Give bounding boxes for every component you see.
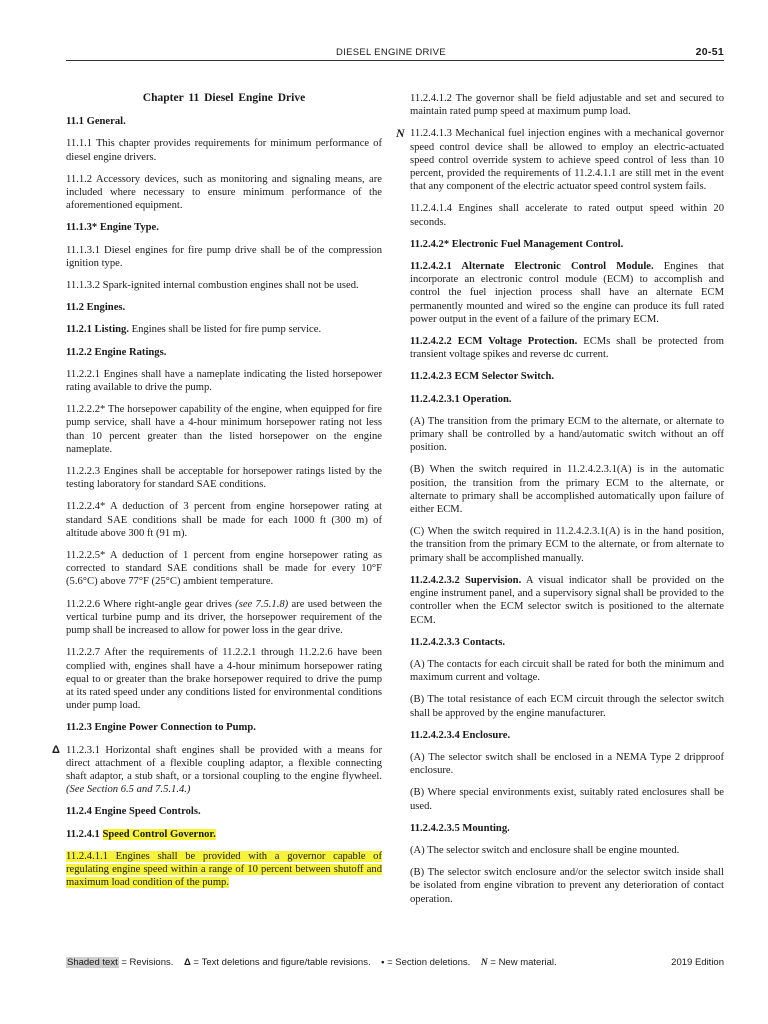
paragraph-text: 11.2.4.1.3 Mechanical fuel injection engines with a mechanical governor speed control device shall be allowed to employ an electric-actuated speed control override system to achieve speed control of less than 10 percent, provided the requirements of 11.2.4.1.1 are still met in the event that any component of the electric actuator speed control system fails. bbox=[410, 128, 724, 193]
section-heading: 11.2 Engines. bbox=[66, 302, 126, 314]
paragraph bbox=[396, 126, 724, 193]
new-material-legend-icon: N bbox=[480, 958, 488, 968]
paragraph: 11.2.2.4* A deduction of 3 percent from engine horsepower rating at standard SAE conditions shall be made for each 1000 ft (300 m) of altitude above 300 ft (91 m). bbox=[66, 501, 382, 539]
paragraph: 11.2.2.1 Engines shall have a nameplate indicating the listed horsepower rating available to drive the pump. bbox=[66, 368, 382, 394]
paragraph: 11.1.3.2 Spark-ignited internal combustion engines shall not be used. bbox=[66, 280, 359, 292]
section-heading: 11.1 General. bbox=[66, 116, 126, 128]
legend-text: = Section deletions. bbox=[384, 957, 471, 968]
paragraph: (A) The contacts for each circuit shall be rated for both the minimum and maximum current and voltage. bbox=[410, 658, 724, 684]
paragraph: (A) The selector switch and enclosure shall be engine mounted. bbox=[410, 844, 680, 856]
paragraph: 11.2.4.1.2 The governor shall be field adjustable and set and secured to maintain rated pump speed at maximum pump load. bbox=[410, 93, 724, 118]
revision-legend bbox=[66, 957, 557, 968]
new-material-icon: N bbox=[396, 126, 405, 141]
paragraph bbox=[410, 574, 724, 627]
section-heading: 11.2.3 Engine Power Connection to Pump. bbox=[66, 722, 256, 734]
section-heading: 11.2.4.2.3.4 Enclosure. bbox=[410, 729, 511, 741]
section-heading: 11.1.3* Engine Type. bbox=[66, 222, 159, 234]
legend-text: = Text deletions and figure/table revisions. bbox=[190, 957, 371, 968]
paragraph-text: Engines that incorporate an electronic control module (ECM) to accomplish and control the fuel injection process shall have an alternate ECM permanently mounted and wired so the engine can produce its full rated power output in the event of a failure of the primary ECM. bbox=[410, 261, 724, 325]
paragraph-text: 11.2.3.1 Horizontal shaft engines shall be provided with a means for direct attachment of a flexible coupling adaptor, a flexible connecting shaft adaptor, a stub shaft, or a torsional coupling to the engine flywheel. bbox=[66, 744, 382, 782]
section-heading: 11.2.4.2.3 ECM Selector Switch. bbox=[410, 371, 554, 383]
paragraph bbox=[66, 828, 382, 841]
paragraph: 11.1.2 Accessory devices, such as monitoring and signaling means, are included where necessary to ensure minimum performance of the aforementioned equipment. bbox=[66, 173, 382, 212]
paragraph: 11.2.2.3 Engines shall be acceptable for horsepower ratings listed by the testing laboratory for standard SAE conditions. bbox=[66, 466, 382, 491]
highlighted-heading: Speed Control Governor. bbox=[102, 828, 216, 840]
section-heading: 11.2.4.2.3.1 Operation. bbox=[410, 393, 512, 405]
paragraph bbox=[410, 335, 724, 361]
paragraph bbox=[66, 323, 382, 336]
paragraph: (C) When the switch required in 11.2.4.2.3.1(A) is in the hand position, the transition from the primary ECM to the alternate, or from alternate to primary shall be accomplished manually. bbox=[410, 526, 724, 564]
section-heading: 11.2.4.2.3.3 Contacts. bbox=[410, 636, 506, 648]
paragraph: 11.2.2.5* A deduction of 1 percent from engine horsepower rating as corrected to standard SAE conditions shall be made for every 10°F (5.6°C) above 77°F (25°C) ambient temperature. bbox=[66, 550, 382, 588]
inline-heading: 11.2.4.2.1 Alternate Electronic Control Module. bbox=[410, 261, 654, 273]
cross-reference: (See Section 6.5 and 7.5.1.4.) bbox=[66, 784, 191, 796]
paragraph bbox=[66, 850, 382, 890]
paragraph: (B) The selector switch enclosure and/or the selector switch inside shall be isolated from engine vibration to prevent any deterioration of contact operation. bbox=[410, 867, 724, 905]
page-header bbox=[66, 44, 724, 61]
paragraph: 11.2.4.1.4 Engines shall accelerate to rated output speed within 20 seconds. bbox=[410, 203, 724, 228]
legend-text: = New material. bbox=[487, 957, 557, 968]
left-column bbox=[52, 92, 382, 898]
paragraph-text: Engines shall be listed for fire pump service. bbox=[129, 324, 322, 336]
delta-revision-icon: Δ bbox=[52, 743, 60, 756]
paragraph: (B) The total resistance of each ECM circuit through the selector switch shall be approved by the engine manufacturer. bbox=[410, 694, 724, 719]
paragraph: 11.2.2.7 After the requirements of 11.2.2.1 through 11.2.2.6 have been complied with, engines shall have a 4-hour minimum horsepower rating equal to or greater than the brake horsepower required to drive the pump at its rated speed under any conditions listed for environmental conditions under pump load. bbox=[66, 647, 382, 712]
paragraph: 11.1.1 This chapter provides requirements for minimum performance of diesel engine drivers. bbox=[66, 138, 382, 163]
legend-text: = Revisions. bbox=[118, 957, 174, 968]
inline-heading: 11.2.4.2.2 ECM Voltage Protection. bbox=[410, 336, 578, 348]
paragraph-text: A visual indicator shall be provided on the engine instrument panel, and a supervisory signal shall be provided to the controller when the ECM selector switch is positioned to the alternate ECM. bbox=[410, 574, 725, 626]
paragraph-text: ECMs shall be protected from transient voltage spikes and reverse dc current. bbox=[410, 336, 724, 361]
page-number: 20-51 bbox=[695, 46, 724, 58]
paragraph: (B) When the switch required in 11.2.4.2.3.1(A) is in the automatic position, the transition from the primary ECM to the alternate, or alternate to primary shall be accomplished automatically upon failure of either ECM. bbox=[410, 464, 724, 516]
paragraph bbox=[66, 598, 382, 638]
chapter-title: Chapter 11 Diesel Engine Drive bbox=[142, 92, 306, 104]
cross-reference: (see 7.5.1.8) bbox=[235, 598, 289, 610]
section-heading: 11.2.4.2* Electronic Fuel Management Control. bbox=[410, 238, 624, 250]
section-heading: 11.2.2 Engine Ratings. bbox=[66, 346, 167, 358]
section-heading: 11.2.4.2.3.5 Mounting. bbox=[410, 822, 510, 834]
bullet-icon: • bbox=[381, 957, 385, 968]
paragraph-text: 11.2.2.6 Where right-angle gear drives bbox=[66, 598, 236, 610]
inline-heading: 11.2.1 Listing. bbox=[66, 324, 129, 336]
page-footer bbox=[66, 957, 724, 971]
paragraph-text: are used between the vertical turbine pump and its driver, the horsepower requirement of the pump shall be increased to allow for power loss in the gear drive. bbox=[66, 598, 382, 637]
paragraph: (B) Where special environments exist, suitably rated enclosures shall be used. bbox=[410, 787, 724, 812]
shaded-text-sample: Shaded text bbox=[67, 957, 118, 968]
paragraph: 11.2.2.2* The horsepower capability of the engine, when equipped for fire pump service, shall have a 4-hour minimum horsepower rating not less than 10 percent greater than the listed horsepower on the engine nameplate. bbox=[66, 404, 382, 455]
section-heading: 11.2.4 Engine Speed Controls. bbox=[66, 806, 201, 818]
section-number: 11.2.4.1 bbox=[66, 828, 103, 840]
paragraph: 11.1.3.1 Diesel engines for fire pump drive shall be of the compression ignition type. bbox=[66, 244, 382, 269]
paragraph bbox=[410, 260, 724, 326]
inline-heading: 11.2.4.2.3.2 Supervision. bbox=[410, 574, 522, 586]
paragraph: (A) The transition from the primary ECM to the alternate, or alternate to primary shall be controlled by a hand/automatic switch without an off position. bbox=[410, 415, 724, 454]
highlighted-text: 11.2.4.1.1 Engines shall be provided with a governor capable of regulating engine speed within a range of 10 percent between shutoff and maximum load condition of the pump. bbox=[66, 850, 382, 889]
paragraph bbox=[52, 743, 382, 797]
delta-icon: Δ bbox=[183, 957, 191, 968]
running-title: DIESEL ENGINE DRIVE bbox=[336, 47, 446, 58]
edition-label: 2019 Edition bbox=[671, 957, 724, 968]
paragraph: (A) The selector switch shall be enclosed in a NEMA Type 2 dripproof enclosure. bbox=[410, 751, 724, 777]
right-column bbox=[396, 92, 725, 915]
